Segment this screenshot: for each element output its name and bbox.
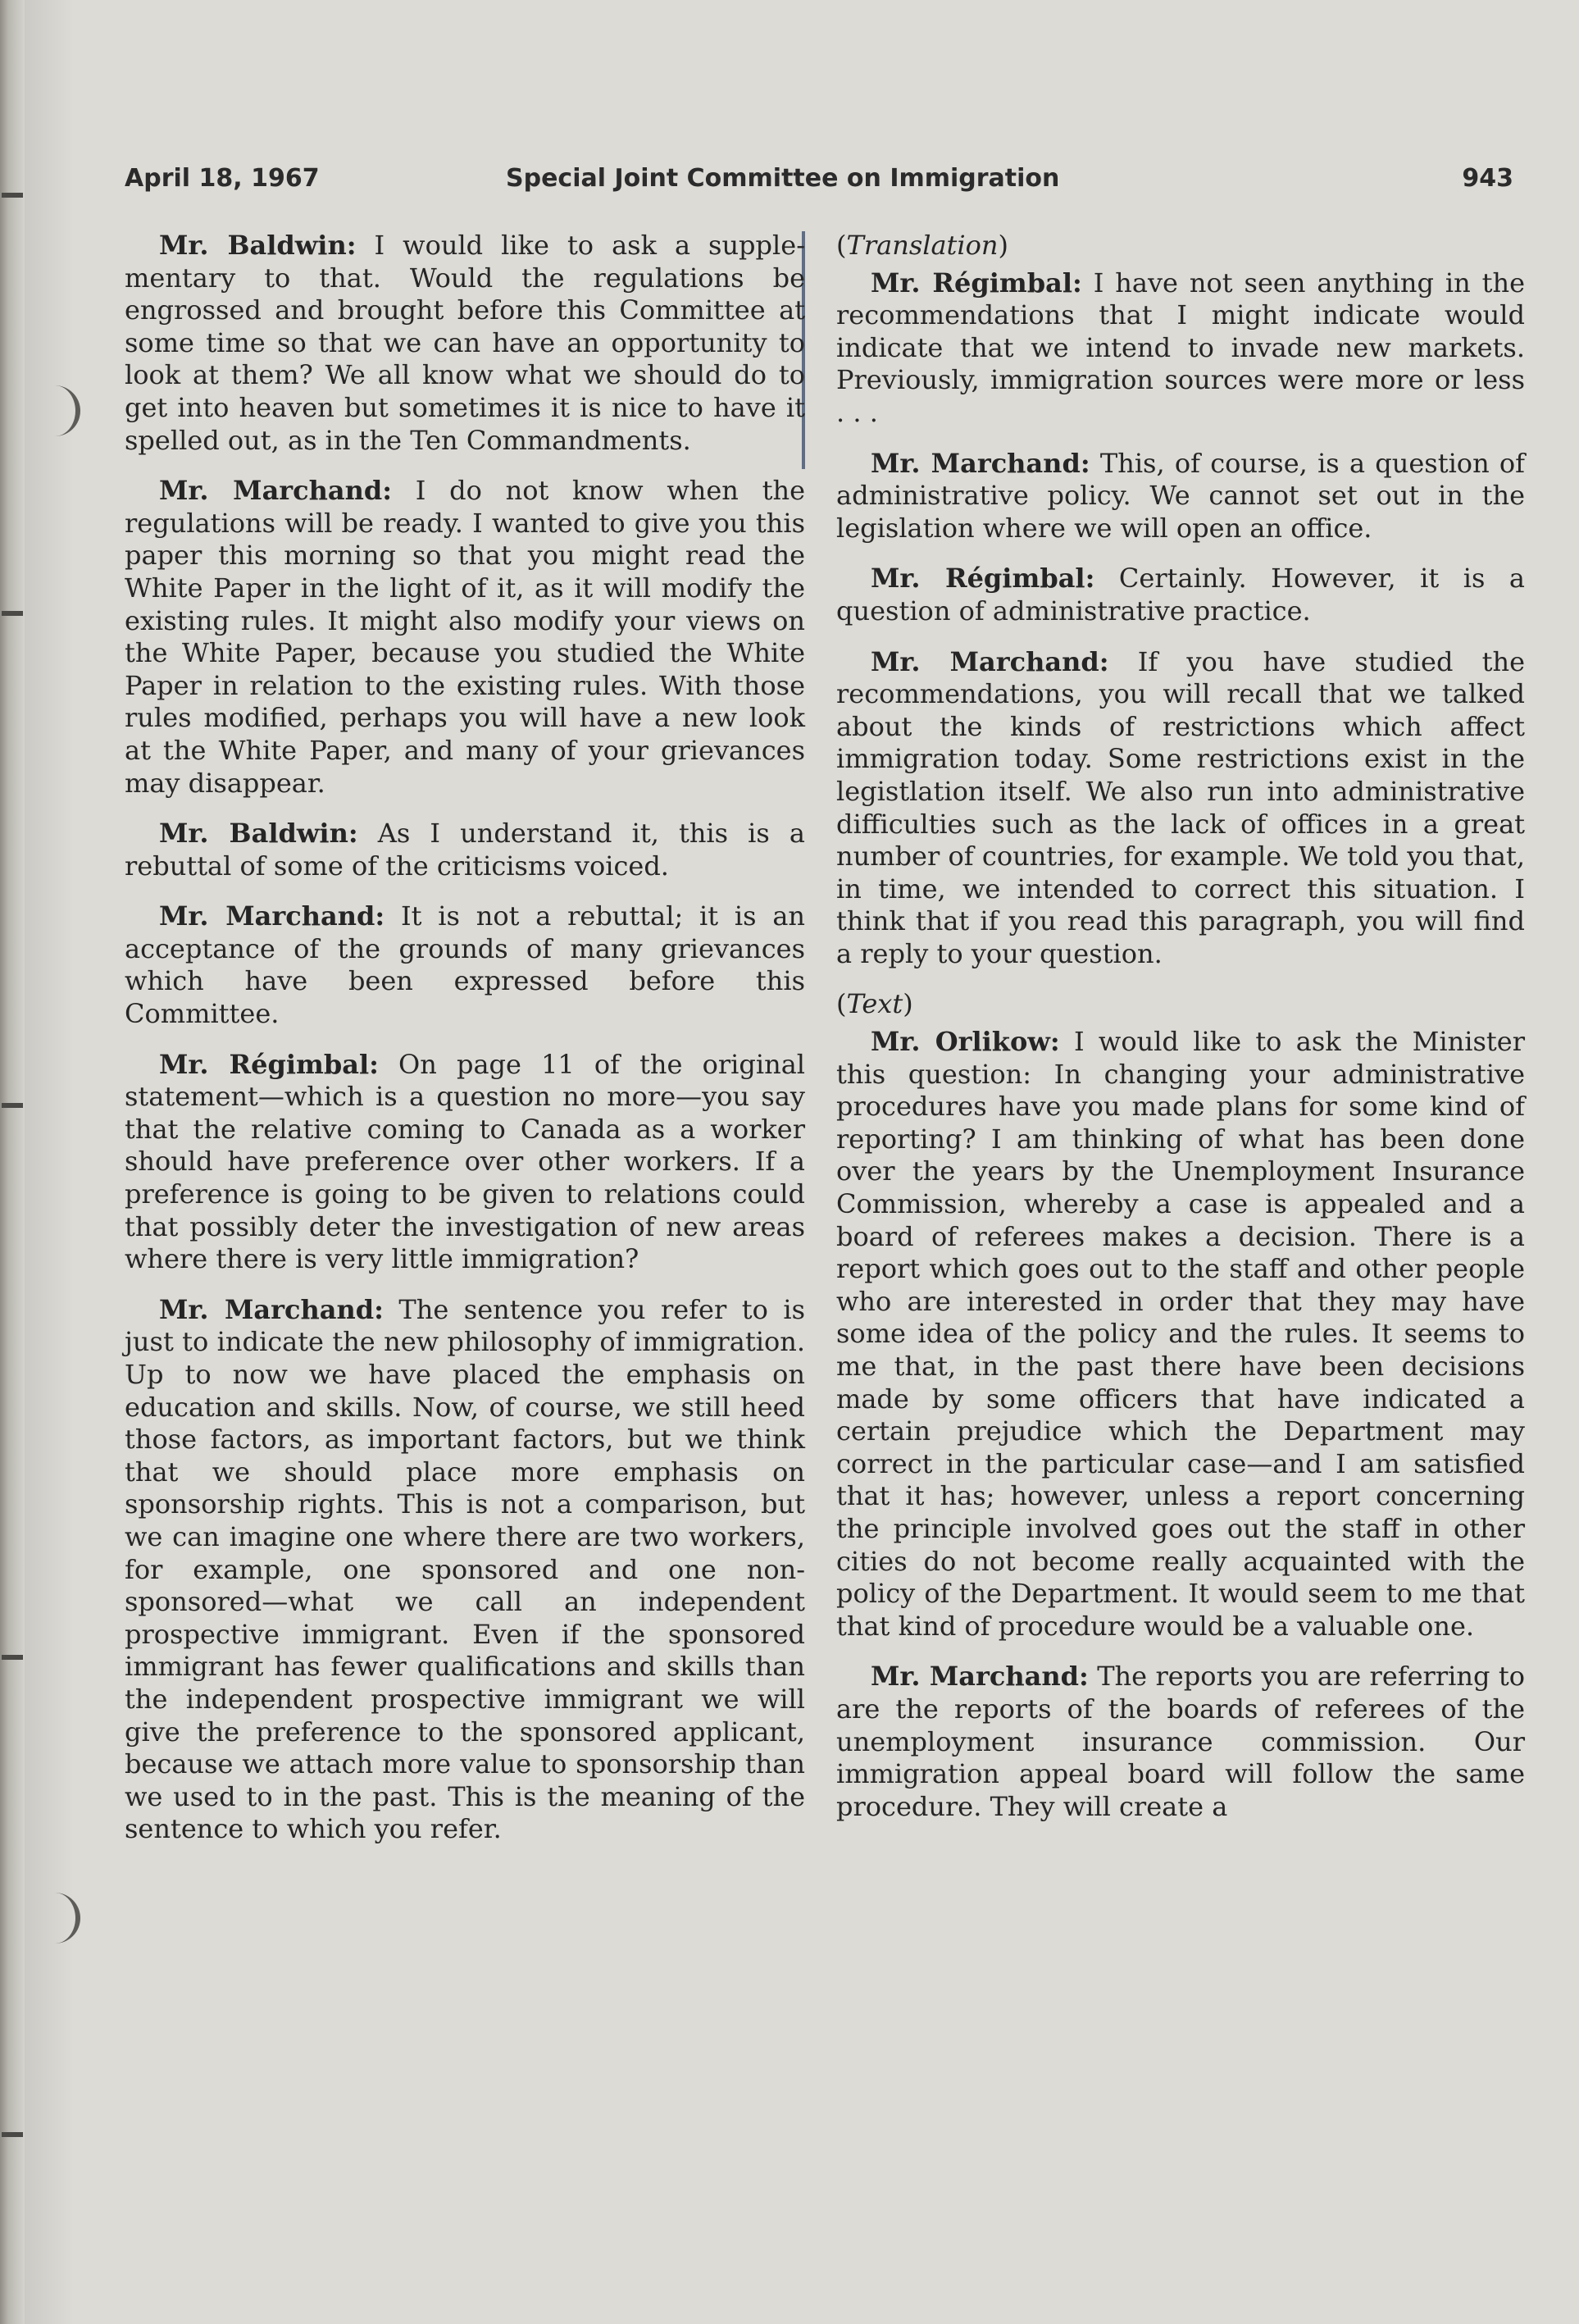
binding-mark — [2, 193, 23, 198]
translation-marker-text: Translation — [846, 230, 999, 261]
left-column — [125, 230, 805, 1864]
speaker-name: Mr. Régimbal: — [159, 1048, 379, 1080]
header-title: Special Joint Committee on Immigration — [506, 164, 1060, 193]
speech-paragraph — [836, 1661, 1525, 1823]
speech-text: Certainly. However, it is a question of administrative practice. — [836, 563, 1525, 627]
speaker-name: Mr. Baldwin: — [159, 230, 357, 261]
speech-paragraph — [836, 267, 1525, 430]
translation-marker: (Translation) — [836, 230, 1008, 261]
speaker-name: Mr. Marchand: — [871, 447, 1090, 479]
speaker-name: Mr. Marchand: — [871, 1661, 1089, 1693]
page-number: 943 — [1462, 164, 1513, 193]
speech-paragraph — [125, 900, 805, 1030]
speech-text: The sentence you refer to is just to indicate the new philosophy of immigration. Up to now we have placed the emphasis on education and skills. Now, of course, we still heed those factors, as important factors, but we think that we should place more emphasis on sponsorship rights. This is not a comparison, but we can imagine one where there are two workers, for example, one sponsored and one non-sponsored—what we call an independent prospective immigrant. Even if the sponsored immigrant has fewer qualifications and skills than the independent prospective immigrant we will give the preference to the sponsored applicant, because we attach more value to sponsorship than we used to in the past. This is the meaning of the sentence to which you refer. — [125, 1293, 806, 1845]
binding-mark — [2, 1655, 23, 1660]
speech-paragraph — [836, 448, 1525, 545]
speech-paragraph — [836, 646, 1525, 971]
right-column — [836, 230, 1525, 1841]
speech-text: It is not a rebuttal; it is an acceptance of the grounds of many grievances which have been expressed before this Committee. — [125, 900, 806, 1030]
speech-text: On page 11 of the original statement—which is a question no more—you say that the relative coming to Canada as a worker should have preference over other workers. If a preference is going to be given to relations could that possibly deter the investigation of new areas where there is very little immigration? — [125, 1048, 806, 1275]
text-marker-text: Text — [846, 988, 903, 1020]
speaker-name: Mr. Régimbal: — [871, 563, 1095, 595]
speaker-name: Mr. Marchand: — [871, 645, 1109, 677]
speaker-name: Mr. Baldwin: — [159, 818, 358, 850]
speech-paragraph — [125, 475, 805, 800]
speech-text: I have not seen anything in the recommendations that I might indicate would indicate that we intend to invade new markets. Previously, immigration sources were more or less . . . — [836, 267, 1526, 428]
speech-paragraph — [836, 1026, 1525, 1643]
speech-text: The reports you are referring to are the reports of the boards of referees of the unemployment insurance commission. Our immigration appeal board will follow the same procedure. They will create a — [836, 1661, 1526, 1822]
speech-text: This, of course, is a question of administrative policy. We cannot set out in the legislation where we will open an office. — [836, 447, 1526, 544]
punch-hole-mark — [48, 385, 80, 436]
speaker-name: Mr. Marchand: — [159, 475, 393, 507]
text-marker: (Text) — [836, 988, 913, 1020]
speaker-name: Mr. Régimbal: — [871, 267, 1082, 298]
speech-paragraph — [125, 1294, 805, 1846]
speech-text: I do not know when the regulations will be ready. I wanted to give you this paper this morning so that you might read the White Paper in the light of it, as it will modify the existing rules. It might also modify your views on the White Paper, because you studied the White Paper in relation to the existing rules. With those rules modified, perhaps you will have a new look at the White Paper, and many of your grievances may disappear. — [125, 475, 806, 799]
speech-text: If you have studied the recommendations, you will recall that we talked about the kinds of restrictions which affect immigration today. Some restrictions exist in the legistlation itself. We also run into administrative difficulties such as the lack of offices in a great number of countries, for example. We told you that, in time, we intended to correct this situation. I think that if you read this paragraph, you will find a reply to your question. — [836, 645, 1526, 969]
binding-mark — [2, 2132, 23, 2137]
running-header — [125, 164, 1513, 205]
speech-text: I would like to ask a supplementary to that. Would the regulations be engrossed and brought before this Committee at some time so that we can have an opportunity to look at them? We all know what we should do to get into heaven but sometimes it is nice to have it spelled out, as in the Ten Commandments. — [125, 230, 806, 456]
speech-paragraph — [125, 1049, 805, 1276]
binding-mark — [2, 1103, 23, 1108]
speech-text: As I understand it, this is a rebuttal of some of the criticisms voiced. — [125, 818, 806, 882]
speech-paragraph — [125, 230, 805, 457]
speaker-name: Mr. Marchand: — [159, 1293, 384, 1325]
speech-paragraph — [125, 818, 805, 882]
speaker-name: Mr. Orlikow: — [871, 1026, 1060, 1058]
punch-hole-mark — [48, 1893, 80, 1944]
speech-text: I would like to ask the Minister this question: In changing your administrative procedures have you made plans for some kind of reporting? I am thinking of what has been done over the years by the Unemployment Insurance Commission, whereby a case is appealed and a board of referees makes a decision. There is a report which goes out to the staff and other people who are interested in order that they may have some idea of the policy and the rules. It seems to me that, in the past there have been decisions made by some officers that have indicated a certain prejudice which the Department may correct in the particular case—and I am satisfied that it has; however, unless a report concerning the principle involved goes out the staff in other cities do not become really acquainted with the policy of the Department. It would seem to me that that kind of procedure would be a valuable one. — [836, 1026, 1526, 1642]
header-date: April 18, 1967 — [125, 164, 320, 193]
speaker-name: Mr. Marchand: — [159, 900, 385, 932]
speech-paragraph — [836, 563, 1525, 627]
gutter-shadow — [25, 0, 74, 2324]
binding-mark — [2, 611, 23, 616]
page-binding-edge — [0, 0, 25, 2324]
